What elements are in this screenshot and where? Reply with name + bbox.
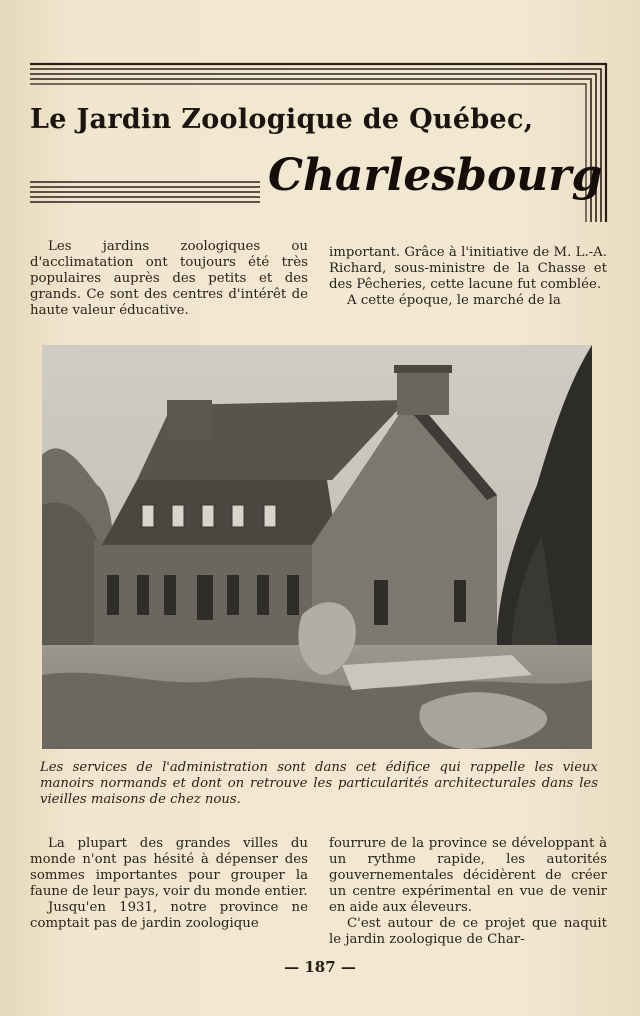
intro-left-paragraph: Les jardins zoologiques ou d'acclimatation ont toujours été très populaires auprès des petits et des grands. Ce sont des centres d'intérêt de haute valeur éducative. bbox=[30, 239, 308, 318]
intro-right-paragraph-2: A cette époque, le marché de la bbox=[347, 293, 561, 308]
title-main: Le Jardin Zoologique de Québec, bbox=[30, 104, 534, 135]
intro-left-column bbox=[30, 239, 308, 319]
intro-right-paragraph-1: important. Grâce à l'initiative de M. L.-A. Richard, sous-ministre de la Chasse et des Pêcheries, cette lacune fut comblée. bbox=[329, 245, 607, 292]
manor-photo-illustration bbox=[42, 345, 592, 749]
intro-right-column bbox=[329, 245, 607, 309]
title-place: Charlesbourg bbox=[268, 150, 603, 201]
page-number: — 187 — bbox=[284, 958, 356, 976]
body-left-paragraph-1: La plupart des grandes villes du monde n'ont pas hésité à dépenser des sommes importantes pour grouper la faune de leur pays, voir du monde entier. bbox=[30, 836, 308, 899]
body-right-column bbox=[329, 836, 607, 948]
body-right-paragraph-1: fourrure de la province se développant à un rythme rapide, les autorités gouvernementales décidèrent de créer un centre expérimental en vue de venir en aide aux éleveurs. bbox=[329, 836, 607, 915]
manor-photo bbox=[42, 345, 592, 749]
body-left-paragraph-2: Jusqu'en 1931, notre province ne comptait pas de jardin zoologique bbox=[30, 900, 308, 931]
photo-caption: Les services de l'administration sont dans cet édifice qui rappelle les vieux manoirs normands et dont on retrouve les particularités architecturales dans les vieilles maisons de chez nous. bbox=[40, 760, 598, 807]
body-right-paragraph-2: C'est autour de ce projet que naquit le jardin zoologique de Char- bbox=[329, 916, 607, 947]
body-left-column bbox=[30, 836, 308, 932]
